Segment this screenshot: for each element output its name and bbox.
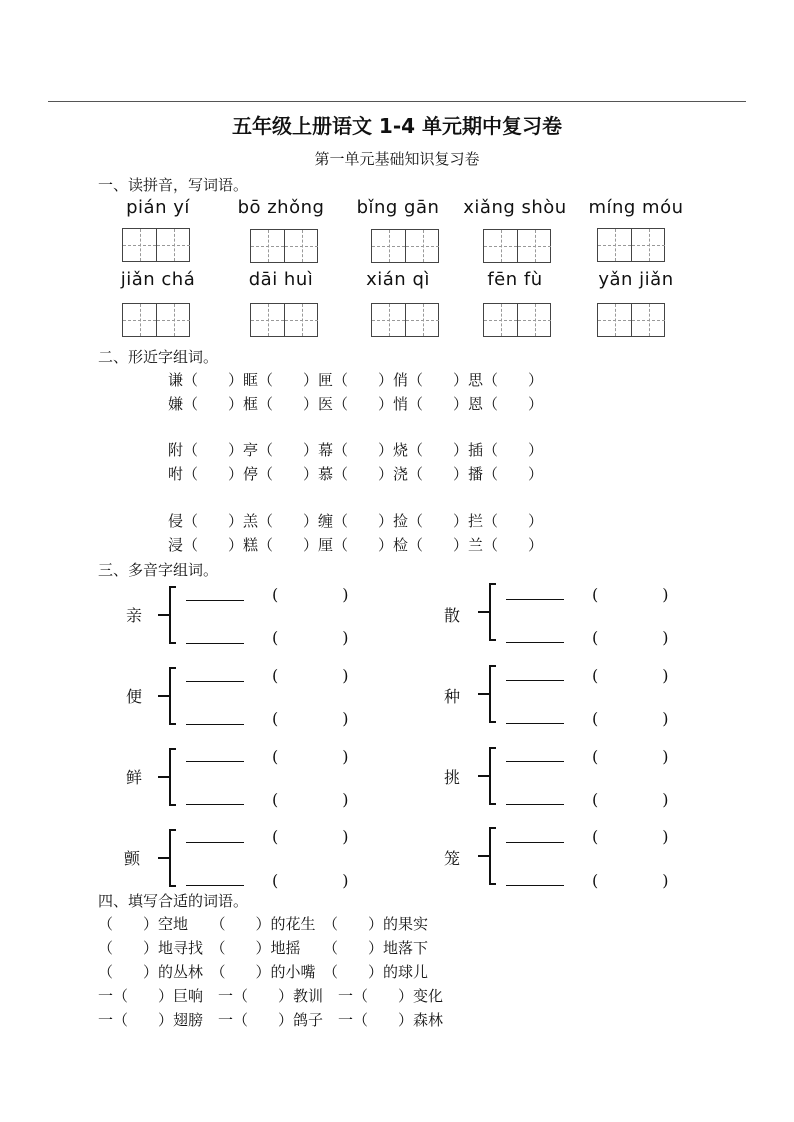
brace-icon [150,585,180,647]
pinyin-parens[interactable]: ( ) [592,747,669,766]
answer-line[interactable] [186,761,244,762]
answer-line[interactable] [186,724,244,725]
brace-icon [470,746,500,808]
answer-line[interactable] [186,600,244,601]
answer-line[interactable] [186,885,244,886]
brace-icon [150,828,180,890]
pinyin-label: bǐng gān [356,197,440,218]
polyphone-char: 鲜 [126,768,143,787]
pinyin-label: bō zhǒng [237,197,325,218]
similar-chars-row: 谦（ ）眶（ ）匣（ ）俏（ ）思（ ） [168,371,544,389]
pinyin-label: xiǎng shòu [463,197,567,218]
pinyin-parens[interactable]: ( ) [272,628,349,647]
fill-row: （ ）地寻找 （ ）地摇 （ ）地落下 [98,939,429,957]
answer-line[interactable] [186,681,244,682]
pinyin-parens[interactable]: ( ) [272,790,349,809]
pinyin-parens[interactable]: ( ) [272,827,349,846]
pinyin-label: jiǎn chá [120,269,196,290]
section-4-heading: 四、填写合适的词语。 [98,892,249,910]
fill-row: （ ）的丛林 （ ）的小嘴 （ ）的球儿 [98,963,429,981]
answer-line[interactable] [186,804,244,805]
answer-line[interactable] [506,680,564,681]
fill-row: 一（ ）巨响 一（ ）教训 一（ ）变化 [98,987,444,1005]
pinyin-label: míng móu [588,197,684,218]
brace-icon [150,666,180,728]
answer-line[interactable] [506,804,564,805]
polyphone-char: 笼 [444,849,461,868]
polyphone-char: 亲 [126,606,143,625]
brace-icon [150,747,180,809]
answer-line[interactable] [506,842,564,843]
fill-row: 一（ ）翅膀 一（ ）鸽子 一（ ）森林 [98,1011,444,1029]
pinyin-parens[interactable]: ( ) [272,871,349,890]
section-3-heading: 三、多音字组词。 [98,561,219,579]
similar-chars-row: 侵（ ）羔（ ）缠（ ）捡（ ）拦（ ） [168,512,544,530]
pinyin-parens[interactable]: ( ) [272,585,349,604]
page-title: 五年级上册语文 1-4 单元期中复习卷 [231,114,563,138]
answer-line[interactable] [506,761,564,762]
pinyin-label: fēn fù [487,269,543,290]
writing-grid[interactable] [122,228,190,262]
similar-chars-row: 附（ ）亭（ ）幕（ ）烧（ ）插（ ） [168,441,544,459]
brace-icon [470,664,500,726]
pinyin-parens[interactable]: ( ) [592,666,669,685]
writing-grid[interactable] [597,228,665,262]
writing-grid[interactable] [597,303,665,337]
pinyin-parens[interactable]: ( ) [592,709,669,728]
writing-grid[interactable] [371,229,439,263]
pinyin-parens[interactable]: ( ) [592,827,669,846]
answer-line[interactable] [186,842,244,843]
answer-line[interactable] [506,723,564,724]
similar-chars-row: 咐（ ）停（ ）慕（ ）浇（ ）播（ ） [168,465,544,483]
brace-icon [470,826,500,888]
polyphone-char: 颤 [124,849,141,868]
pinyin-label: pián yí [126,197,190,218]
pinyin-label: yǎn jiǎn [598,269,674,290]
writing-grid[interactable] [250,229,318,263]
brace-icon [470,582,500,644]
answer-line[interactable] [506,885,564,886]
pinyin-parens[interactable]: ( ) [272,747,349,766]
pinyin-label: dāi huì [248,269,314,290]
similar-chars-row: 嫌（ ）框（ ）医（ ）悄（ ）恩（ ） [168,395,544,413]
polyphone-char: 便 [126,687,143,706]
polyphone-char: 挑 [444,768,461,787]
polyphone-char: 种 [444,687,461,706]
similar-chars-row: 浸（ ）糕（ ）厘（ ）检（ ）兰（ ） [168,536,544,554]
writing-grid[interactable] [483,229,551,263]
answer-line[interactable] [506,642,564,643]
pinyin-parens[interactable]: ( ) [592,790,669,809]
page-subtitle: 第一单元基础知识复习卷 [314,150,480,168]
writing-grid[interactable] [250,303,318,337]
pinyin-parens[interactable]: ( ) [592,585,669,604]
pinyin-parens[interactable]: ( ) [272,666,349,685]
section-1-heading: 一、读拼音，写词语。 [98,176,249,194]
writing-grid[interactable] [371,303,439,337]
writing-grid[interactable] [122,303,190,337]
polyphone-char: 散 [444,606,461,625]
answer-line[interactable] [506,599,564,600]
pinyin-parens[interactable]: ( ) [272,709,349,728]
pinyin-label: xián qì [366,269,430,290]
pinyin-parens[interactable]: ( ) [592,871,669,890]
answer-line[interactable] [186,643,244,644]
header-rule [48,101,746,102]
section-2-heading: 二、形近字组词。 [98,348,219,366]
writing-grid[interactable] [483,303,551,337]
pinyin-parens[interactable]: ( ) [592,628,669,647]
fill-row: （ ）空地 （ ）的花生 （ ）的果实 [98,915,429,933]
